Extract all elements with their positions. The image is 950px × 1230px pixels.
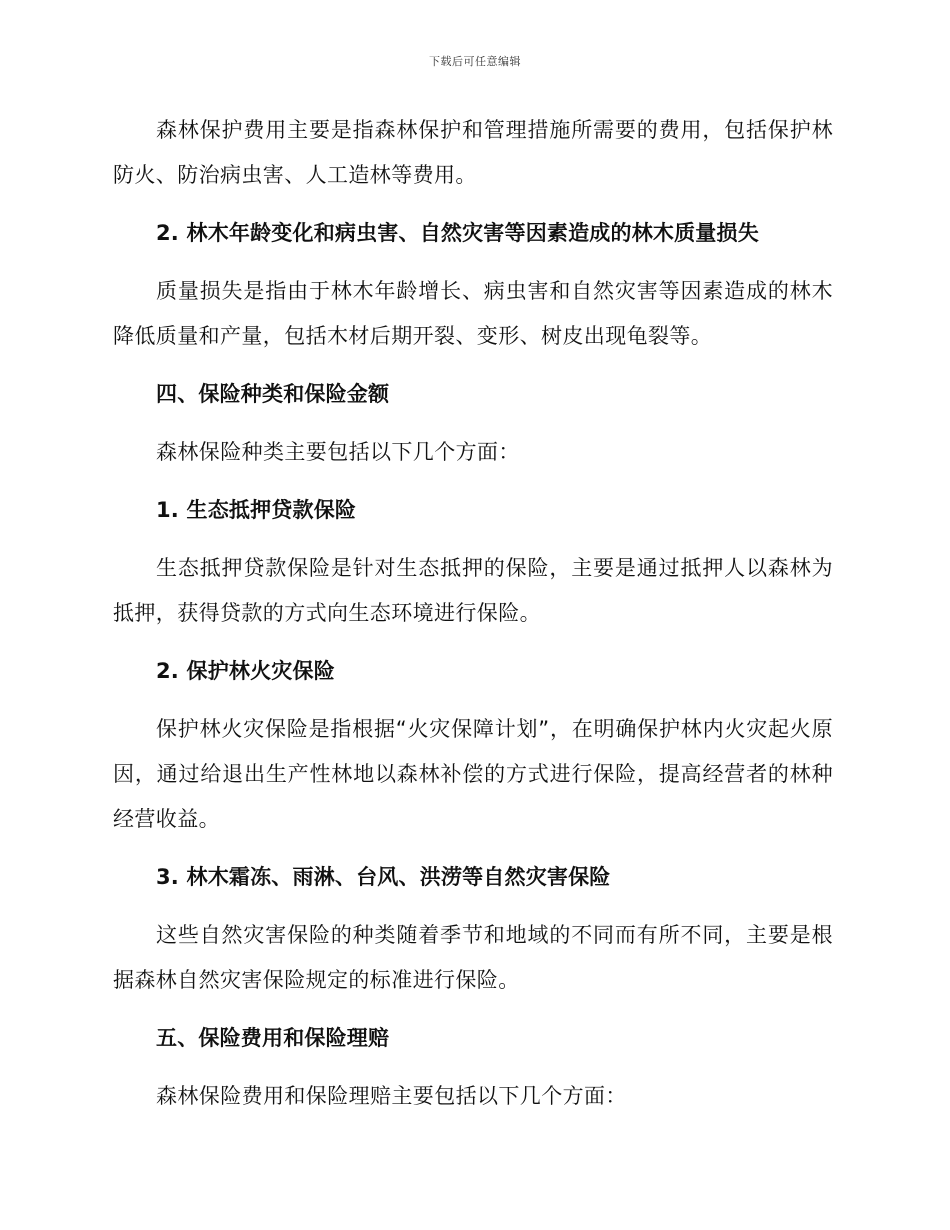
heading-natural-disaster-insurance: 3. 林木霜冻、雨淋、台风、洪涝等自然灾害保险 (156, 865, 611, 889)
paragraph-forest-protection-cost: 森林保护费用主要是指森林保护和管理措施所需要的费用，包括保护林防火、防治病虫害、人工造林等费用。 (113, 118, 833, 187)
heading-insurance-types: 四、保险种类和保险金额 (156, 382, 390, 406)
document-body (113, 108, 833, 1119)
paragraph-insurance-cost-claims-intro: 森林保险费用和保险理赔主要包括以下几个方面： (156, 1084, 627, 1108)
page-header-note: 下载后可任意编辑 (429, 55, 521, 68)
paragraph-natural-disaster-insurance: 这些自然灾害保险的种类随着季节和地域的不同而有所不同，主要是根据森林自然灾害保险规定的标准进行保险。 (113, 923, 833, 992)
heading-quality-loss: 2. 林木年龄变化和病虫害、自然灾害等因素造成的林木质量损失 (156, 221, 759, 245)
paragraph-insurance-types-intro: 森林保险种类主要包括以下几个方面： (156, 440, 520, 464)
paragraph-quality-loss: 质量损失是指由于林木年龄增长、病虫害和自然灾害等因素造成的林木降低质量和产量，包括木材后期开裂、变形、树皮出现龟裂等。 (113, 279, 833, 348)
paragraph-eco-mortgage-insurance: 生态抵押贷款保险是针对生态抵押的保险，主要是通过抵押人以森林为抵押，获得贷款的方式向生态环境进行保险。 (113, 556, 833, 625)
heading-fire-insurance: 2. 保护林火灾保险 (156, 659, 335, 683)
heading-eco-mortgage-insurance: 1. 生态抵押贷款保险 (156, 498, 357, 522)
paragraph-fire-insurance: 保护林火灾保险是指根据“火灾保障计划”，在明确保护林内火灾起火原因，通过给退出生产性林地以森林补偿的方式进行保险，提高经营者的林种经营收益。 (113, 717, 833, 831)
heading-insurance-cost-claims: 五、保险费用和保险理赔 (156, 1026, 390, 1050)
